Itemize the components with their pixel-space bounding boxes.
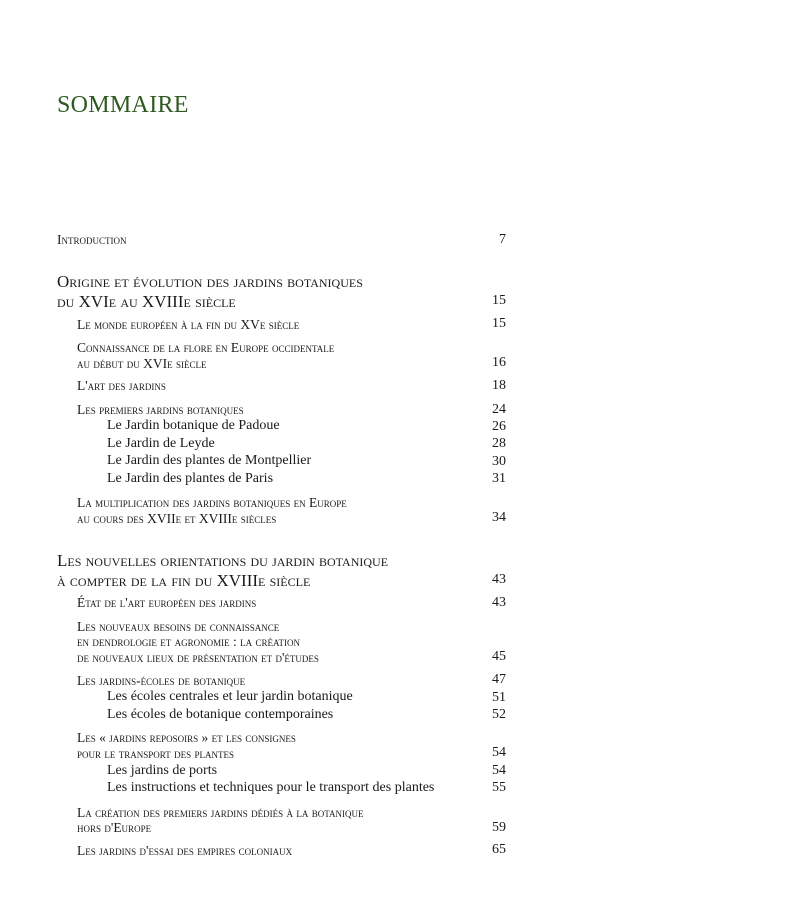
toc-page-number: 31 — [492, 471, 506, 486]
toc-page-number: 28 — [492, 436, 506, 451]
toc-page-number: 43 — [492, 572, 506, 587]
toc-page-number: 65 — [492, 842, 506, 857]
toc-chapter: Les jardins-écoles de botanique — [77, 673, 246, 688]
toc-chapter: Les premiers jardins botaniques — [77, 402, 244, 417]
toc-page-number: 18 — [492, 378, 506, 393]
toc-page-number: 15 — [492, 316, 506, 331]
toc-page-number: 52 — [492, 707, 506, 722]
toc-page-number: 7 — [499, 232, 506, 247]
toc-chapter: La création des premiers jardins dédiés à la botanique — [77, 805, 364, 820]
toc-chapter: en dendrologie et agronomie : la création — [77, 634, 300, 649]
toc-page-number: 51 — [492, 690, 506, 705]
toc-page-number: 26 — [492, 419, 506, 434]
toc-page-number: 30 — [492, 454, 506, 469]
toc-part-title: du XVIe au XVIIIe siècle — [57, 292, 236, 311]
toc-page-number: 43 — [492, 595, 506, 610]
toc-chapter: Les « jardins reposoirs » et les consignes — [77, 730, 296, 745]
toc-section: Les écoles de botanique contemporaines — [107, 707, 334, 722]
toc-section: Le Jardin des plantes de Montpellier — [107, 453, 312, 468]
toc-section: Les écoles centrales et leur jardin botanique — [107, 689, 353, 704]
toc-part-title: à compter de la fin du XVIIIe siècle — [57, 571, 311, 590]
toc-chapter: Les nouveaux besoins de connaissance — [77, 619, 280, 634]
toc-entry-introduction: Introduction — [57, 232, 127, 247]
toc-chapter: Connaissance de la flore en Europe occidentale — [77, 340, 335, 355]
toc-chapter: de nouveaux lieux de présentation et d'études — [77, 650, 319, 665]
toc-page-number: 15 — [492, 293, 506, 308]
toc-chapter: au cours des XVIIe et XVIIIe siècles — [77, 511, 277, 526]
page-title: SOMMAIRE — [57, 92, 189, 118]
toc-page-number: 45 — [492, 649, 506, 664]
toc-page-number: 54 — [492, 763, 506, 778]
toc-page-number: 24 — [492, 402, 506, 417]
toc-page-number: 47 — [492, 672, 506, 687]
toc-chapter: hors d'Europe — [77, 820, 152, 835]
toc-page-number: 16 — [492, 355, 506, 370]
toc-chapter: L'art des jardins — [77, 378, 166, 393]
toc-section: Le Jardin de Leyde — [107, 436, 215, 451]
toc-page-number: 59 — [492, 820, 506, 835]
toc-chapter: Le monde européen à la fin du XVe siècle — [77, 317, 300, 332]
toc-chapter: pour le transport des plantes — [77, 746, 234, 761]
toc-page-number: 55 — [492, 780, 506, 795]
toc-chapter: La multiplication des jardins botaniques en Europe — [77, 495, 347, 510]
toc-chapter: État de l'art européen des jardins — [77, 595, 257, 610]
toc-part-title: Les nouvelles orientations du jardin botanique — [57, 551, 389, 570]
toc-page-number: 34 — [492, 510, 506, 525]
toc-chapter: Les jardins d'essai des empires coloniaux — [77, 843, 293, 858]
toc-page-number: 54 — [492, 745, 506, 760]
toc-chapter: au début du XVIe siècle — [77, 356, 207, 371]
toc-part-title: Origine et évolution des jardins botaniques — [57, 272, 363, 291]
toc-section: Les instructions et techniques pour le transport des plantes — [107, 780, 435, 795]
toc-section: Le Jardin des plantes de Paris — [107, 471, 274, 486]
toc-section: Les jardins de ports — [107, 763, 218, 778]
toc-section: Le Jardin botanique de Padoue — [107, 418, 280, 433]
